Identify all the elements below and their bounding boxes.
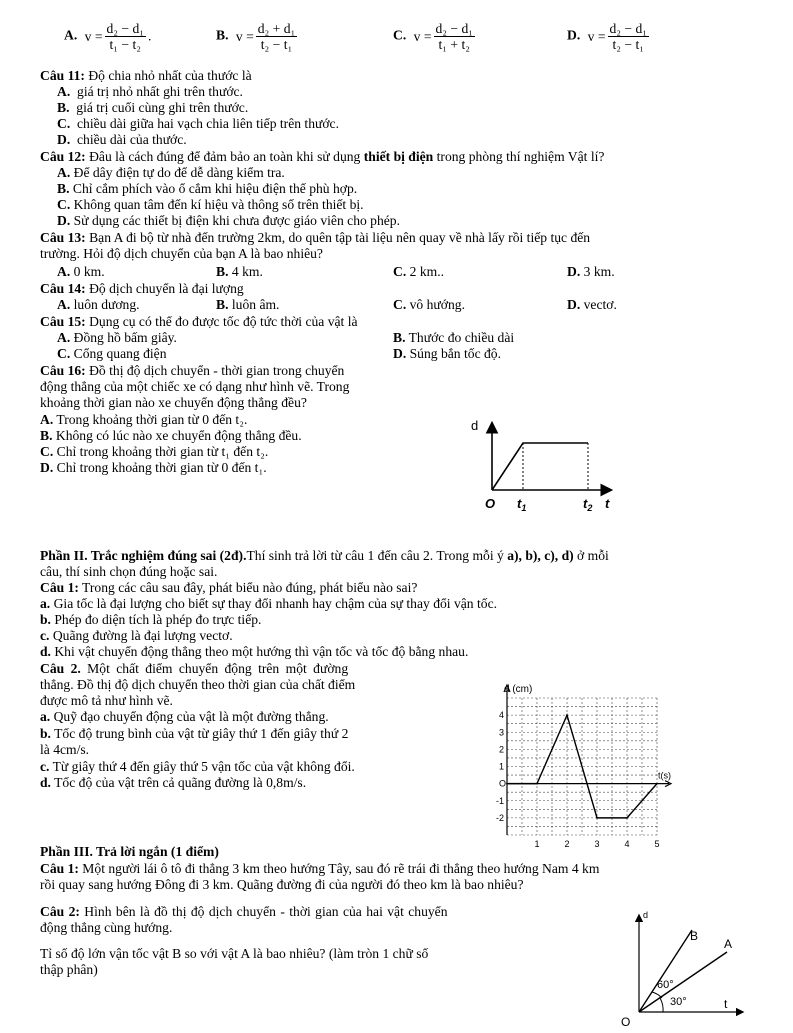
q13-stem-cont: trường. Hỏi độ dịch chuyển của bạn A là bao nhiêu?: [40, 246, 323, 261]
x-axis-label: t(s): [658, 770, 671, 781]
q16-t2-label: $t_2$: [583, 496, 593, 513]
q16-t-label: t: [605, 496, 610, 511]
data-point: [566, 714, 568, 716]
x-tick-label: 3: [594, 839, 600, 849]
q10-option-d: D. v = $\frac{\text{d₂ − d₁}}{\text{t₂ − t₁}}$: [567, 21, 648, 52]
q16-option-c: C. Chỉ trong khoảng thời gian từ t₁ đến t₂.: [40, 444, 269, 459]
p3-origin-label: O: [621, 1015, 631, 1029]
part2-c1-item-c: c. Quãng đường là đại lượng vectơ.: [40, 628, 233, 643]
q12-stem: Câu 12: Đâu là cách đúng để đảm bảo an toàn khi sử dụng thiết bị điện trong phòng thí nghiệm Vật lí?: [40, 149, 605, 164]
part3-c2-stem-2: động thẳng cùng hướng.: [40, 920, 173, 935]
chart-axes: [504, 685, 671, 835]
y-tick-label: 2: [499, 744, 505, 755]
q11-stem: Câu 11: Độ chia nhỏ nhất của thước là: [40, 68, 252, 83]
q16-option-a: A. Trong khoảng thời gian từ 0 đến t₂.: [40, 412, 248, 427]
p3-angle-60-label: 60°: [657, 979, 674, 991]
q15-options-row1: [0, 330, 793, 346]
part3-c2-stem-3: Tỉ số độ lớn vận tốc vật B so với vật A là bao nhiêu? (làm tròn 1 chữ số: [40, 946, 429, 961]
p3-a-label: A: [724, 937, 733, 951]
q16-stem-3: khoảng thời gian nào xe chuyển động thẳng đều?: [40, 395, 307, 410]
q16-displacement-graph: [465, 418, 625, 518]
q15-option-b: B. Thước đo chiều dài: [393, 330, 515, 345]
x-tick-label: 4: [624, 839, 630, 849]
data-point: [506, 783, 508, 785]
q15-stem: Câu 15: Dụng cụ có thể đo được tốc độ tức thời của vật là: [40, 314, 358, 329]
q11-option-d: D. chiều dài của thước.: [57, 132, 187, 147]
x-tick-label: 1: [534, 839, 540, 849]
part2-c1-item-d: d. Khi vật chuyển động thẳng theo một hướng thì vận tốc và tốc độ bằng nhau.: [40, 644, 469, 659]
q14-option-a: A. luôn dương.: [57, 297, 140, 312]
q14-option-d: D. vectơ.: [567, 297, 617, 312]
part3-c1-stem: Câu 1: Một người lái ô tô đi thẳng 3 km theo hướng Tây, sau đó rẽ trái đi thẳng theo hướng Nam 4 km: [40, 861, 600, 876]
part2-c2-item-a: a. Quỹ đạo chuyển động của vật là một đường thẳng.: [40, 709, 329, 724]
q16-stem: Câu 16: Đồ thị độ dịch chuyển - thời gian trong chuyển: [40, 363, 345, 378]
q10-options: [0, 21, 793, 61]
q16-option-d: D. Chỉ trong khoảng thời gian từ 0 đến t₁.: [40, 460, 267, 475]
q13-option-a: A. 0 km.: [57, 264, 105, 279]
q16-graph-line: [492, 443, 588, 490]
q14-option-b: B. luôn âm.: [216, 297, 280, 312]
y-tick-label: 4: [499, 710, 505, 721]
part2-intro-cont: câu, thí sinh chọn đúng hoặc sai.: [40, 564, 218, 579]
q13-stem: Câu 13: Bạn A đi bộ từ nhà đến trường 2km, do quên tập tài liệu nên quay về nhà lấy rồi tiếp tục đến: [40, 230, 591, 245]
part2-c2-stem-3: được mô tả như hình vẽ.: [40, 693, 173, 708]
part3-title: Phần III. Trả lời ngắn (1 điểm): [40, 844, 219, 859]
p3-angle-30-label: 30°: [670, 996, 687, 1008]
y-tick-label: -1: [496, 795, 505, 806]
data-point: [656, 783, 658, 785]
q13-options: [0, 264, 793, 280]
q14-stem: Câu 14: Độ dịch chuyển là đại lượng: [40, 281, 244, 296]
y-tick-label: -2: [496, 812, 505, 823]
data-point: [536, 783, 538, 785]
q13-option-d: D. 3 km.: [567, 264, 615, 279]
part3-two-objects-graph: [612, 906, 762, 1030]
q11-option-b: B. giá trị cuối cùng ghi trên thước.: [57, 100, 249, 115]
y-tick-label: O: [499, 778, 507, 789]
q10-option-a: A. v = $\frac{\text{d₂ − d₁}}{\text{t₁ − t₂}}$ .: [64, 21, 152, 52]
part2-c2-item-d: d. Tốc độ của vật trên cả quãng đường là 0,8m/s.: [40, 775, 307, 790]
y-tick-label: 3: [499, 727, 505, 738]
data-point: [596, 817, 598, 819]
data-point: [626, 817, 628, 819]
q12-option-b: B. Chỉ cắm phích vào ổ cắm khi hiệu điện thế phù hợp.: [57, 181, 358, 196]
p3-angle-arc-60: [652, 992, 662, 998]
q10-option-b: B. v = $\frac{\text{d₂ + d₁}}{\text{t₂ − t₁}}$: [216, 21, 296, 52]
part2-c1-stem: Câu 1: Trong các câu sau đây, phát biểu nào đúng, phát biểu nào sai?: [40, 580, 418, 595]
part2-intro: Phần II. Trắc nghiệm đúng sai (2đ).Thí sinh trả lời từ câu 1 đến câu 2. Trong mỗi ý a), b), c), d) ở mỗi: [40, 548, 609, 563]
q10-option-c: C. v = $\frac{\text{d₂ − d₁}}{\text{t₁ + t₂}}$: [393, 21, 474, 52]
x-tick-label: 5: [654, 839, 660, 849]
q14-option-c: C. vô hướng.: [393, 297, 465, 312]
q16-t1-label: $t_1$: [517, 496, 527, 513]
part3-c1-stem-2: rồi quay sang hướng Đông đi 3 km. Quãng đường đi của người đó theo km là bao nhiêu?: [40, 877, 524, 892]
p3-t-label: t: [724, 997, 728, 1011]
q13-option-c: C. 2 km..: [393, 264, 444, 279]
q16-origin-label: O: [485, 496, 496, 511]
part2-c2-stem: Câu 2. Một chất điểm chuyển động trên một đường: [40, 661, 349, 676]
x-tick-label: 2: [564, 839, 570, 849]
p3-angle-arc-30: [660, 998, 663, 1012]
q16-stem-2: động thẳng của một chiếc xe có dạng như hình vẽ. Trong: [40, 379, 350, 394]
part3-c2-stem: Câu 2: Hình bên là đồ thị độ dịch chuyển - thời gian của hai vật chuyển: [40, 904, 448, 919]
q12-option-d: D. Sử dụng các thiết bị điện khi chưa được giáo viên cho phép.: [57, 213, 401, 228]
part2-c2-stem-2: thẳng. Đồ thị độ dịch chuyển theo thời gian của chất điểm: [40, 677, 356, 692]
q14-options: [0, 297, 793, 313]
q12-option-c: C. Không quan tâm đến kí hiệu và thông số trên thiết bị.: [57, 197, 364, 212]
y-tick-label: 1: [499, 761, 505, 772]
q13-option-b: B. 4 km.: [216, 264, 263, 279]
part2-c1-item-a: a. Gia tốc là đại lượng cho biết sự thay đổi nhanh hay chậm của sự thay đổi vận tốc.: [40, 596, 498, 611]
displacement-time-chart: [475, 680, 685, 849]
q15-options-row2: [0, 346, 793, 362]
p3-d-label: d: [643, 910, 649, 920]
part2-c1-item-b: b. Phép đo diện tích là phép đo trực tiếp.: [40, 612, 262, 627]
q12-option-a: A. Để dây điện tự do để dễ dàng kiểm tra.: [57, 165, 285, 180]
part2-c2-item-b-cont: là 4cm/s.: [40, 742, 90, 757]
q15-option-c: C. Cổng quang điện: [57, 346, 167, 361]
part3-c2-stem-4: thập phân): [40, 962, 98, 977]
q15-option-a: A. Đồng hồ bấm giây.: [57, 330, 177, 345]
q16-option-b: B. Không có lúc nào xe chuyển động thẳng đều.: [40, 428, 302, 443]
y-axis-label: d (cm): [504, 684, 533, 695]
q11-option-a: A. giá trị nhỏ nhất ghi trên thước.: [57, 84, 243, 99]
part2-c2-item-c: c. Từ giây thứ 4 đến giây thứ 5 vận tốc của vật không đổi.: [40, 759, 355, 774]
part2-c2-item-b: b. Tốc độ trung bình của vật từ giây thứ 1 đến giây thứ 2: [40, 726, 349, 741]
q16-d-label: d: [471, 418, 479, 433]
q15-option-d: D. Súng bắn tốc độ.: [393, 346, 501, 361]
q11-option-c: C. chiều dài giữa hai vạch chia liên tiếp trên thước.: [57, 116, 339, 131]
p3-b-label: B: [690, 929, 699, 943]
